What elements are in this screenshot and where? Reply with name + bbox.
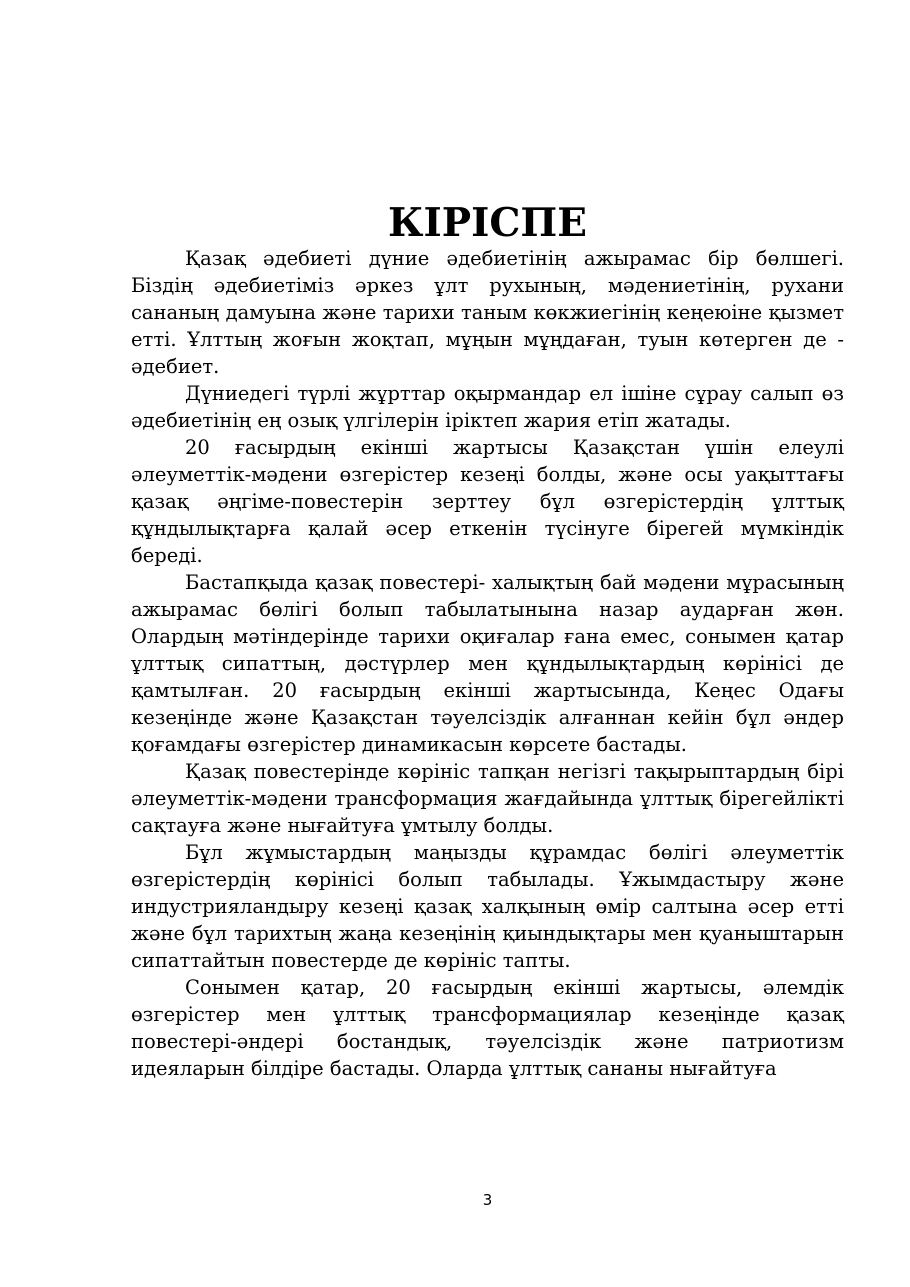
paragraph: Дүниедегі түрлі жұрттар оқырмандар ел ішіне сұрау салып өз әдебиетінің ең озық үлгілерін іріктеп жария етіп жатады. [131,382,844,432]
paragraph: Қазақ повестерінде көрініс тапқан негізгі тақырыптардың бірі әлеуметтік-мәдени трансформация жағдайында ұлттық бірегейлікті сақтауға және нығайтуға ұмтылу болды. [131,760,844,837]
page-title: КІРІСПЕ [388,200,587,246]
paragraph: Бұл жұмыстардың маңызды құрамдас бөлігі әлеуметтік өзгерістердің көрінісі болып табылады. Ұжымдастыру және индустрияландыру кезеңі қазақ халқының өмір салтына әсер етті және бұл тарихтың жаңа кезеңінің қиындықтары мен қуаныштарын сипаттайтын повестерде де көрініс тапты. [131,841,844,972]
page-content [131,200,844,1082]
paragraph: Бастапқыда қазақ повестері- халықтың бай мәдени мұрасының ажырамас бөлігі болып табылатынына назар аударған жөн. Олардың мәтіндерінде тарихи оқиғалар ғана емес, сонымен қатар ұлттық сипаттың, дәстүрлер мен құндылықтардың көрінісі де қамтылған. 20 ғасырдың екінші жартысында, Кеңес Одағы кезеңінде және Қазақстан тәуелсіздік алғаннан кейін бұл әндер қоғамдағы өзгерістер динамикасын көрсете бастады. [131,571,844,756]
paragraph: Сонымен қатар, 20 ғасырдың екінші жартысы, әлемдік өзгерістер мен ұлттық трансформациялар кезеңінде қазақ повестері-әндері бостандық, тәуелсіздік және патриотизм идеяларын білдіре бастады. Оларда ұлттық сананы нығайтуға [131,976,844,1080]
paragraph: 20 ғасырдың екінші жартысы Қазақстан үшін елеулі әлеуметтік-мәдени өзгерістер кезеңі болды, және осы уақыттағы қазақ әңгіме-повестерін зерттеу бұл өзгерістердің ұлттық құндылықтарға қалай әсер еткенін түсінуге бірегей мүмкіндік береді. [131,436,844,567]
page-number: 3 [482,1191,493,1209]
paragraph: Қазақ әдебиеті дүние әдебиетінің ажырамас бір бөлшегі. Біздің әдебиетіміз әркез ұлт рухының, мәдениетінің, рухани сананың дамуына және тарихи таным көкжиегінің кеңеюіне қызмет етті. Ұлттың жоғын жоқтап, мұңын мұңдаған, туын көтерген де - әдебиет. [131,247,844,378]
